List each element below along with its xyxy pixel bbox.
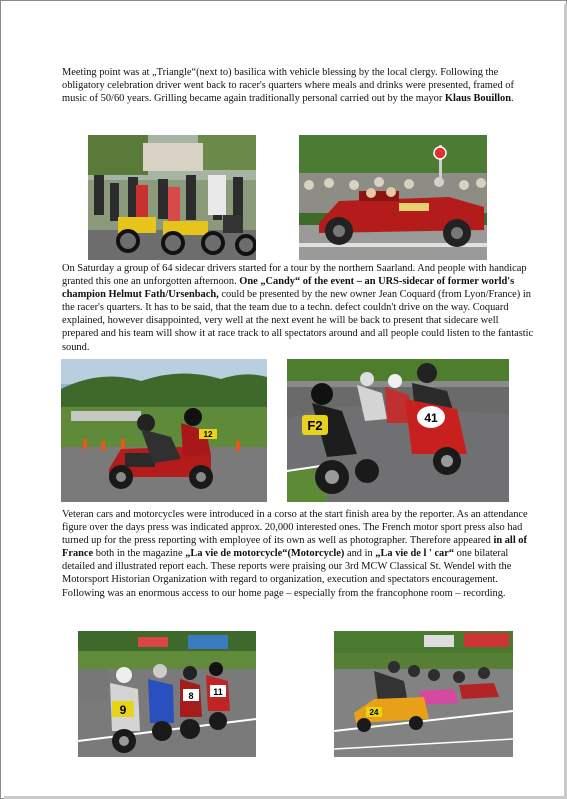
para2-text-b: could be presented by the new owner Jean Coquard (from Lyon/France) in the racer's quarters. It has to be said, that the team due to a techn. defect couldn't drive on the way. Coquard explained, however disappointed, very well at the next event he will be back to present that sidecare well prepared and his team will show it at race track to all spectators around and all people could listen to the fantastic sound. [62, 289, 534, 353]
bike-plate-f2: F2 [307, 418, 323, 433]
sidecar-number-label: 12 [203, 430, 213, 439]
photo-vehicle-blessing [88, 135, 256, 260]
para3-text-a: Veteran cars and motorcycles were introduced in a corso at the start finish area by the reporter. As an attendance figure over the days press was indicated approx. 20,000 interested ones. The French motor sport press also had turned up for the press reporting with employee of its own as well as photographer. Therefore appeared [62, 509, 528, 547]
para2-text-a: On Saturday a group of 64 sidecar drivers started for a tour by the northern Saarland. And people with handicap granted this one an unforgotten afternoon. [62, 263, 527, 288]
photo-red-race-car [299, 135, 487, 260]
para3-magazine-motorcycle: „La vie de motorcycle“(Motorcycle) [185, 548, 345, 560]
paragraph-meeting-point [62, 66, 534, 105]
para3-text-b: both in the magazine [93, 548, 186, 560]
sidecar-plate-24: 24 [369, 708, 379, 717]
sidecar-plate-9: 9 [119, 703, 127, 717]
para1-text: Meeting point was at „Triangle“(next to) basilica with vehicle blessing by the local clergy. Following the obligatory celebration driver went back to racer's quarters where meals and drinks were presented, framed of music of 50/60 years. Grilling became again traditionally personal carried out by the mayor [62, 67, 514, 105]
sidecar-plate-11: 11 [213, 687, 223, 697]
para1-end: . [511, 93, 514, 105]
paragraph-veteran-cars-press [62, 508, 534, 600]
photo-sidecar-group-start [78, 631, 256, 757]
photo-motorcycles-cornering [287, 359, 509, 502]
photo-sidecar-on-track [61, 359, 267, 502]
para2-candy-highlight: One „Candy“ of the event – an URS-sidecar of former world's champion Helmut Fath/Ursenbach, [62, 276, 515, 301]
para3-in-all-of-france: in all of France [62, 535, 527, 560]
para3-text-d: one bilateral detailed and illustrated report each. These reports were praising our 3rd MCW Classical St. Wendel with the Motorsport Historian Organization with regard to organization, execution and spectators encouragement. Following was an enormous access to our home page – especially from the francophone room – recording. [62, 548, 512, 599]
photo-sidecar-line-on-track [334, 631, 513, 757]
sidecar-plate-8: 8 [188, 691, 194, 701]
para3-magazine-car: „La vie de l ' car“ [375, 548, 455, 560]
paragraph-sidecar-tour [62, 262, 534, 354]
para3-text-c: and in [344, 548, 376, 560]
bike-plate-41: 41 [424, 411, 438, 425]
para1-mayor-name: Klaus Bouillon [444, 93, 512, 105]
